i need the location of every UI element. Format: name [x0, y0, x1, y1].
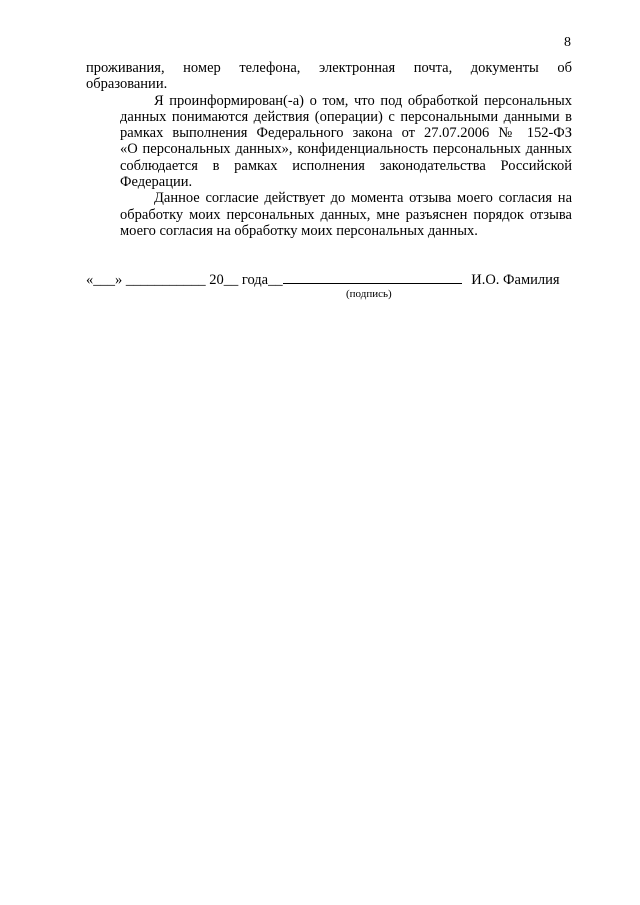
text-line: данных понимаются действия (операции) с персональными данными в [120, 108, 572, 125]
text-line: рамках выполнения Федерального закона от 27.07.2006 № 152-ФЗ [120, 125, 572, 142]
signer-name: И.О. Фамилия [471, 272, 560, 288]
document-body [86, 60, 572, 239]
text-line: Федерации. [120, 174, 193, 191]
text-line: проживания, номер телефона, электронная почта, документы об [86, 60, 572, 76]
paragraph-consent-validity [86, 190, 572, 239]
paragraph-informed [86, 93, 572, 191]
signature-caption: (подпись) [346, 288, 392, 300]
text-line: соблюдается в рамках исполнения законодательства Российской [120, 157, 572, 174]
text-line: «О персональных данных», конфиденциальность персональных данных [120, 141, 572, 158]
signature-line [86, 271, 572, 288]
text-line: образовании. [86, 76, 168, 93]
page-number: 8 [564, 35, 571, 50]
text-line: моего согласия на обработку моих персональных данных. [120, 222, 478, 239]
text-line: обработку моих персональных данных, мне разъяснен порядок отзыва [120, 206, 572, 223]
signature-rule [283, 271, 462, 284]
text-line: Данное согласие действует до момента отзыва моего согласия на [154, 190, 572, 207]
date-field: «___» ___________ 20__ года__ [86, 272, 283, 288]
text-line: Я проинформирован(-а) о том, что под обработкой персональных [154, 92, 572, 109]
paragraph-residence [86, 60, 572, 93]
